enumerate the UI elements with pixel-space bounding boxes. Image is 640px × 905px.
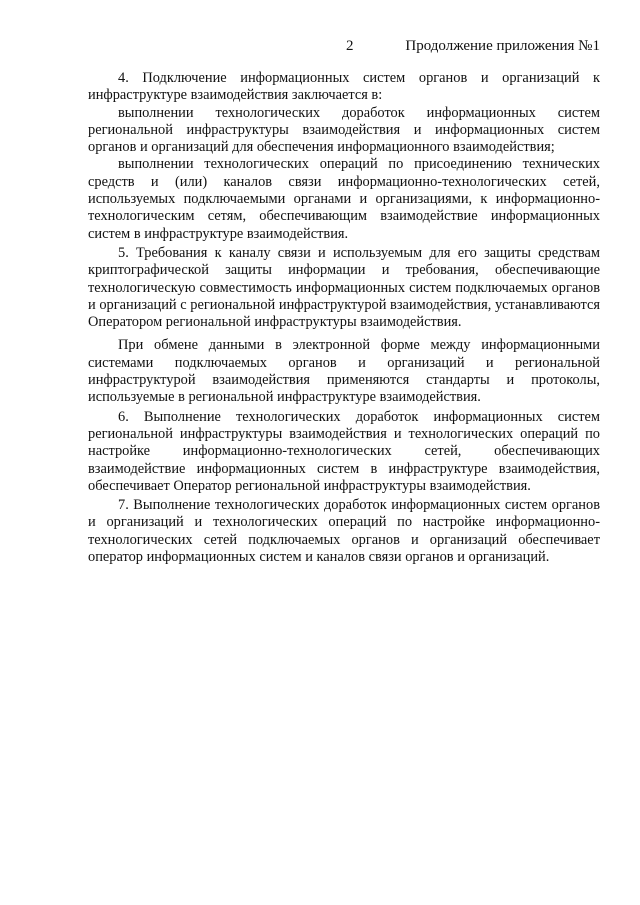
paragraph-item-5: 5. Требования к каналу связи и используемым для его защиты средствам криптографической защиты информации и требования, обеспечивающие технологическую совместимость информационных систем подключаемых органов и организаций с региональной инфраструктурой взаимодействия, устанавливаются Оператором региональной инфраструктуры взаимодействия. <box>88 244 600 331</box>
appendix-continuation-label: Продолжение приложения №1 <box>405 38 600 54</box>
paragraph-subitem-1: выполнении технологических доработок информационных систем региональной инфраструктуры взаимодействия и информационных систем органов и организаций для обеспечения информационного взаимодействия; <box>88 104 600 156</box>
page-number: 2 <box>346 38 354 54</box>
document-body <box>88 70 600 566</box>
paragraph-item-7: 7. Выполнение технологических доработок информационных систем органов и организаций и технологических операций по настройке информационно-технологических сетей подключаемых органов и организаций обеспечивает оператор информационных систем и каналов связи органов и организаций. <box>88 497 600 566</box>
page-header <box>88 0 600 70</box>
paragraph-item-4: 4. Подключение информационных систем органов и организаций к инфраструктуре взаимодействия заключается в: <box>88 70 600 104</box>
paragraph-subitem-2: выполнении технологических операций по присоединению технических средств и (или) каналов связи информационно-технологических сетей, используемых подключаемыми органами и организациями, к информационно-технологическим сетям, обеспечивающим взаимодействие информационных систем в инфраструктуре взаимодействия. <box>88 156 600 242</box>
paragraph-data-exchange: При обмене данными в электронной форме между информационными системами подключаемых органов и организаций и региональной инфраструктурой взаимодействия применяются стандарты и протоколы, используемые в региональной инфраструктуре взаимодействия. <box>88 337 600 406</box>
paragraph-item-6: 6. Выполнение технологических доработок информационных систем региональной инфраструктуры взаимодействия и технологических операций по настройке информационно-технологических сетей, обеспечивающих взаимодействие информационных систем в инфраструктуре взаимодействия, обеспечивает Оператор региональной инфраструктуры взаимодействия. <box>88 408 600 494</box>
